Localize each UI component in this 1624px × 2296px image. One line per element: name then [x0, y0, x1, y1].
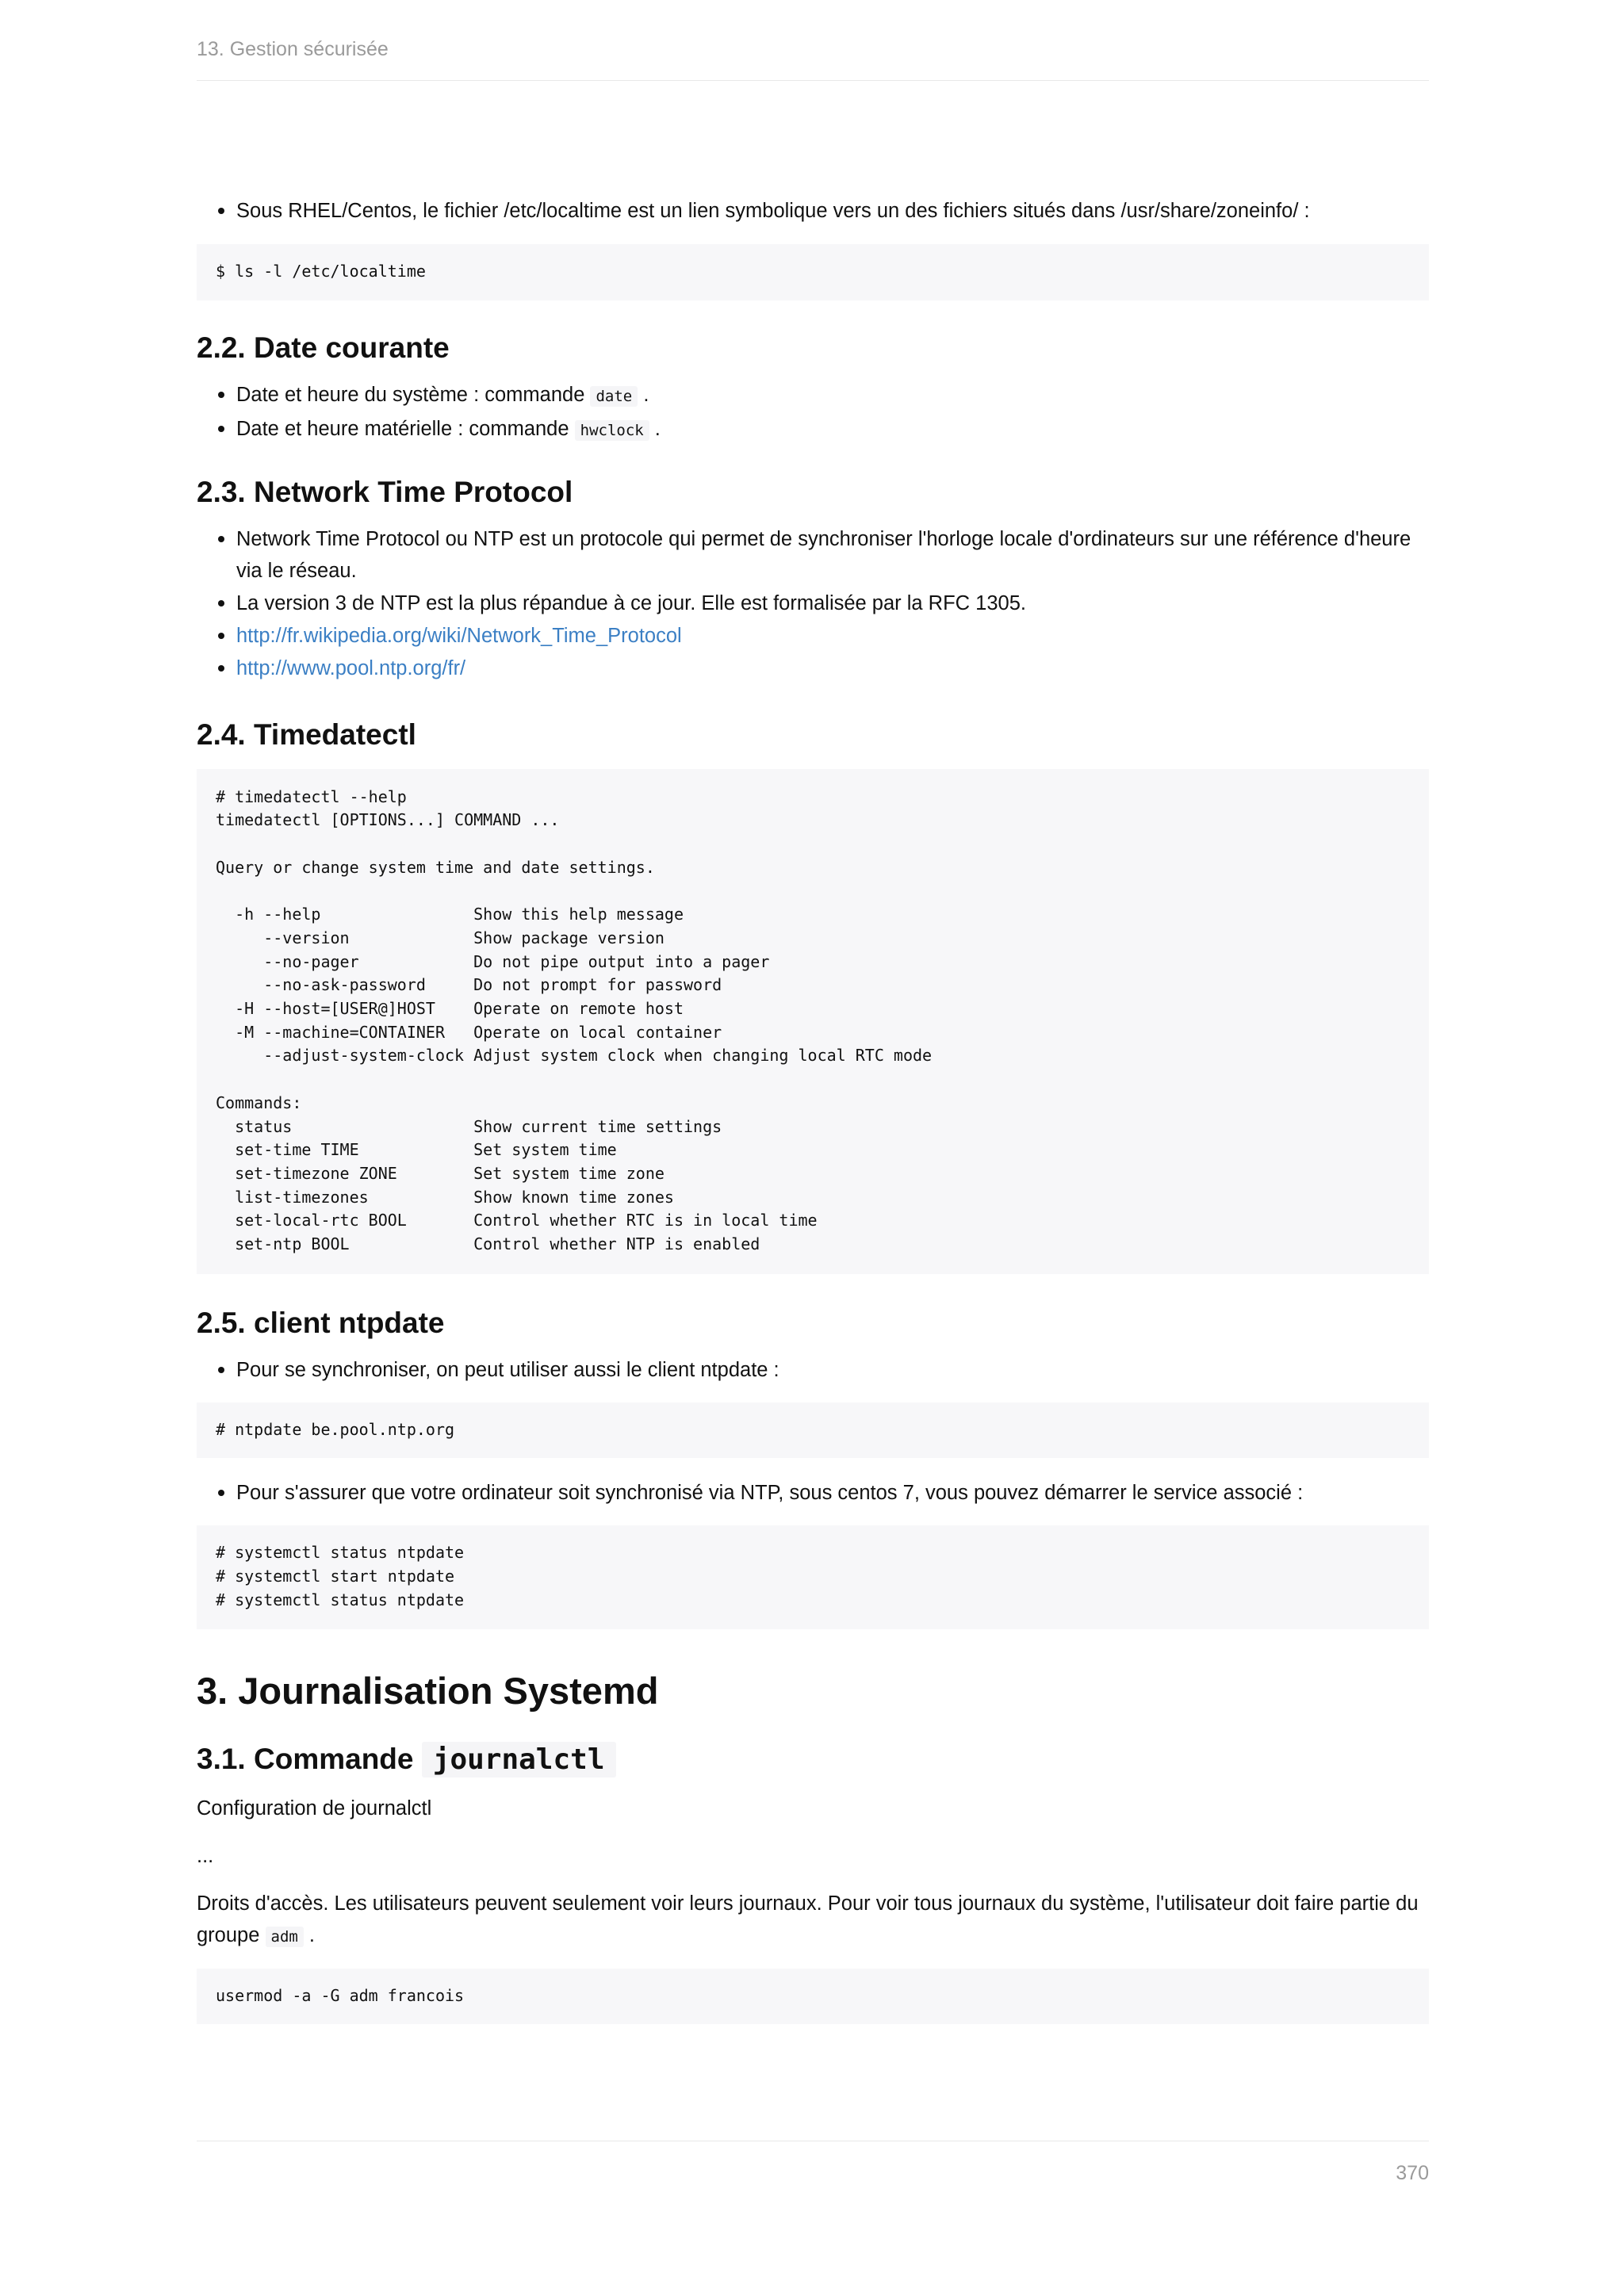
- list-item-text: Pour s'assurer que votre ordinateur soit synchronisé via NTP, sous centos 7, vous pouvez démarrer le service associé :: [236, 1482, 1304, 1505]
- list-item: [236, 412, 1429, 446]
- list-item: [236, 619, 1429, 652]
- page-content: [197, 190, 1429, 2024]
- heading-text: 3.1. Commande: [197, 1742, 422, 1775]
- list-item-text: .: [649, 417, 661, 440]
- list-item: [236, 587, 1429, 619]
- paragraph-access-rights: [197, 1888, 1429, 1953]
- code-block-timedatectl-help: # timedatectl --help timedatectl [OPTIONS...] COMMAND ... Query or change system time and date settings. -h --help Show this help message --version Show package version --no-pager Do not pipe output into a pager --no-ask-password Do not prompt for password -H --host=[USER@]HOST Operate on remote host -M --machine=CONTAINER Operate on local container --adjust-system-clock Adjust system clock when changing local RTC mode Commands: status Show current time settings set-time TIME Set system time set-timezone ZONE Set system time zone list-timezones Show known time zones set-local-rtc BOOL Control whether RTC is in local time set-ntp BOOL Control whether NTP is enabled: [197, 769, 1429, 1274]
- list-item: [236, 522, 1429, 587]
- list-item-text: Network Time Protocol ou NTP est un protocole qui permet de synchroniser l'horloge locale d'ordinateurs sur une référence d'heure via le réseau.: [236, 527, 1411, 582]
- paragraph-text: .: [303, 1923, 315, 1946]
- list-item-text: La version 3 de NTP est la plus répandue à ce jour. Elle est formalisée par la RFC 1305.: [236, 591, 1026, 614]
- list-item: [236, 194, 1429, 227]
- paragraph-ellipsis: ...: [197, 1844, 214, 1867]
- section-heading-3-1: [197, 1740, 1429, 1779]
- code-block-usermod: usermod -a -G adm francois: [197, 1969, 1429, 2025]
- section-heading-2-2: 2.2. Date courante: [197, 331, 450, 364]
- section-heading-2-3: 2.3. Network Time Protocol: [197, 475, 573, 508]
- paragraph-configuration: Configuration de journalctl: [197, 1797, 432, 1820]
- date-courante-list: [197, 378, 1429, 446]
- list-item: [236, 1353, 1429, 1386]
- list-item: [236, 652, 1429, 684]
- list-item: [236, 378, 1429, 412]
- paragraph-text: Droits d'accès. Les utilisateurs peuvent seulement voir leurs journaux. Pour voir tous journaux du système, l'utilisateur doit faire partie du groupe: [197, 1892, 1419, 1946]
- list-item-text: Date et heure du système : commande: [236, 383, 591, 406]
- list-item-text: .: [638, 383, 649, 406]
- inline-code-journalctl: journalctl: [422, 1742, 616, 1777]
- ntp-list: [197, 522, 1429, 684]
- code-block-ntpdate: # ntpdate be.pool.ntp.org: [197, 1402, 1429, 1459]
- list-item-text: Date et heure matérielle : commande: [236, 417, 575, 440]
- page-number: 370: [1396, 2162, 1429, 2184]
- chapter-heading-3: 3. Journalisation Systemd: [197, 1669, 659, 1712]
- list-item-text: Sous RHEL/Centos, le fichier /etc/localtime est un lien symbolique vers un des fichiers situés dans /usr/share/zoneinfo/ :: [236, 200, 1310, 222]
- link-pool-ntp[interactable]: http://www.pool.ntp.org/fr/: [236, 656, 466, 679]
- ntpdate-list-1: [197, 1353, 1429, 1386]
- inline-code-hwclock: hwclock: [575, 420, 649, 441]
- running-header: 13. Gestion sécurisée: [197, 38, 389, 60]
- list-item: [236, 1476, 1429, 1509]
- ntpdate-list-2: [197, 1476, 1429, 1509]
- section-heading-2-4: 2.4. Timedatectl: [197, 718, 416, 751]
- header-divider: [197, 80, 1429, 81]
- inline-code-date: date: [590, 386, 638, 407]
- intro-list: [197, 194, 1429, 227]
- code-block-systemctl: # systemctl status ntpdate # systemctl start ntpdate # systemctl status ntpdate: [197, 1525, 1429, 1628]
- link-wikipedia-ntp[interactable]: http://fr.wikipedia.org/wiki/Network_Time_Protocol: [236, 624, 682, 647]
- section-heading-2-5: 2.5. client ntpdate: [197, 1306, 445, 1339]
- list-item-text: Pour se synchroniser, on peut utiliser aussi le client ntpdate :: [236, 1358, 779, 1381]
- code-block-localtime: $ ls -l /etc/localtime: [197, 244, 1429, 300]
- inline-code-adm: adm: [266, 1927, 304, 1947]
